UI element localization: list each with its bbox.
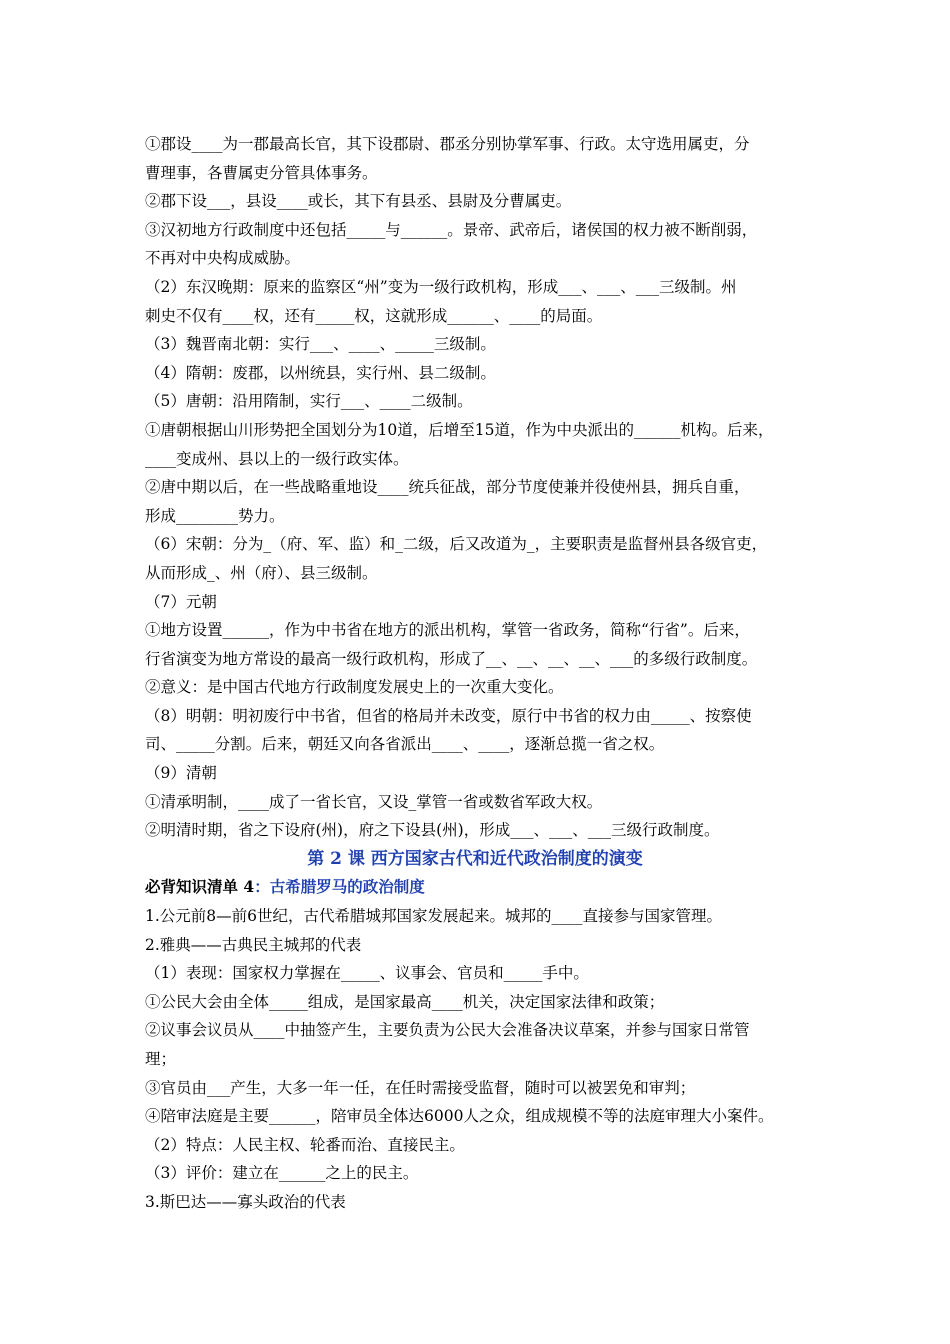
text-line: 1.公元前8—前6世纪，古代希腊城邦国家发展起来。城邦的____直接参与国家管理。 [145, 907, 723, 926]
text-line: （2）特点：人民主权、轮番而治、直接民主。 [145, 1135, 465, 1154]
text-line: ②郡下设___，县设____或长，其下有县丞、县尉及分曹属吏。 [145, 192, 572, 211]
text-line: ①郡设____为一郡最高长官，其下设郡尉、郡丞分别协掌军事、行政。太守选用属吏，分 [145, 135, 750, 153]
section-heading-suffix: ：古希腊罗马的政治制度 [254, 877, 425, 897]
text-line: （8）明朝：明初废行中书省，但省的格局并未改变，原行中书省的权力由_____、按察使 [145, 706, 752, 725]
text-line: （2）东汉晚期：原来的监察区“州”变为一级行政机构，形成___、___、___三级制。州 [145, 277, 737, 296]
text-line: （3）魏晋南北朝：实行___、____、_____三级制。 [145, 335, 496, 354]
text-line: ____变成州、县以上的一级行政实体。 [145, 449, 409, 468]
lesson-title: 第 2 课 西方国家古代和近代政治制度的演变 [307, 848, 643, 869]
document-page [145, 130, 805, 1217]
text-line: ①公民大会由全体_____组成，是国家最高____机关，决定国家法律和政策； [145, 992, 665, 1011]
text-line: ③汉初地方行政制度中还包括_____与______。景帝、武帝后，诸侯国的权力被不断削弱， [145, 220, 758, 239]
text-line: 曹理事，各曹属吏分管具体事务。 [145, 163, 378, 182]
text-line: 行省演变为地方常设的最高一级行政机构，形成了__、__、__、__、___的多级行政制度。 [145, 649, 758, 668]
text-line: （3）评价：建立在______之上的民主。 [145, 1164, 419, 1183]
text-line: ①唐朝根据山川形势把全国划分为10道，后增至15道，作为中央派出的______机构。后来， [145, 420, 774, 439]
text-line: （4）隋朝：废郡，以州统县，实行州、县二级制。 [145, 363, 496, 382]
text-line: 司、_____分割。后来，朝廷又向各省派出____、____，逐渐总揽一省之权。 [145, 735, 665, 754]
text-line: ②明清时期，省之下设府(州)，府之下设县(州)，形成___、___、___三级行政制度。 [145, 821, 720, 840]
text-line: （9）清朝 [145, 764, 217, 783]
text-line: 理； [145, 1050, 177, 1068]
text-line: （1）表现：国家权力掌握在_____、议事会、官员和_____手中。 [145, 964, 589, 983]
text-line: 3.斯巴达——寡头政治的代表 [145, 1192, 346, 1211]
section-heading [145, 873, 805, 902]
text-line: ②意义：是中国古代地方行政制度发展史上的一次重大变化。 [145, 678, 564, 697]
text-line: （5）唐朝：沿用隋制，实行___、____二级制。 [145, 392, 473, 411]
part2-text-block [145, 902, 805, 1217]
text-line: ③官员由___产生，大多一年一任，在任时需接受监督，随时可以被罢免和审判； [145, 1078, 696, 1097]
text-line: 不再对中央构成威胁。 [145, 249, 301, 268]
section-heading-prefix: 必背知识清单 4 [145, 877, 255, 897]
text-line: ④陪审法庭是主要______，陪审员全体达6000人之众，组成规模不等的法庭审理大小案件。 [145, 1107, 774, 1126]
text-line: （7）元朝 [145, 592, 217, 611]
text-line: ①清承明制，____成了一省长官，又设_掌管一省或数省军政大权。 [145, 792, 603, 811]
text-line: ①地方设置______，作为中书省在地方的派出机构，掌管一省政务，简称“行省”。后来， [145, 621, 750, 640]
part1-text-block [145, 130, 805, 845]
text-line: （6）宋朝：分为_（府、军、监）和_二级，后又改道为_，主要职责是监督州县各级官吏， [145, 535, 768, 554]
text-line: 2.雅典——古典民主城邦的代表 [145, 935, 362, 954]
text-line: ②唐中期以后，在一些战略重地设____统兵征战，部分节度使兼并役使州县，拥兵自重， [145, 478, 750, 497]
text-line: 刺史不仅有____权，还有_____权，这就形成______、____的局面。 [145, 306, 603, 325]
text-line: 从而形成_、州（府）、县三级制。 [145, 563, 378, 582]
text-line: ②议事会议员从____中抽签产生，主要负责为公民大会准备决议草案，并参与国家日常管 [145, 1021, 750, 1040]
text-line: 形成________势力。 [145, 506, 285, 525]
